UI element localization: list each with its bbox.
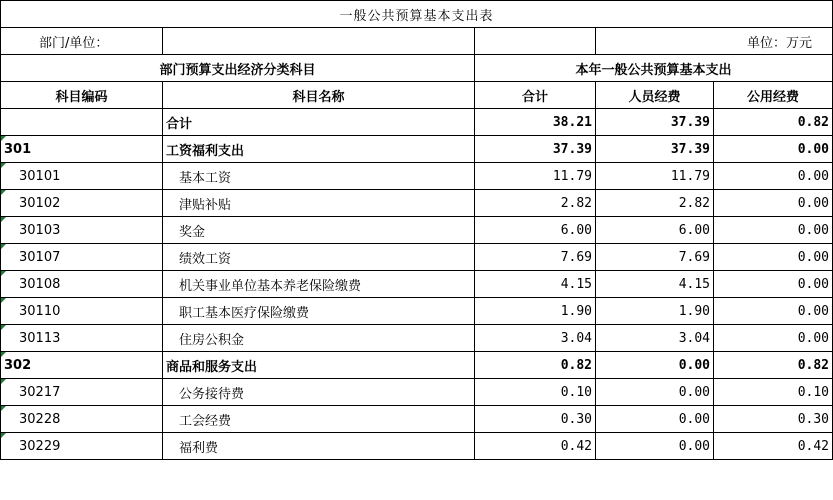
- cell-code[interactable]: 30101: [1, 163, 163, 190]
- cell-code[interactable]: 302: [1, 352, 163, 379]
- cell-total[interactable]: 2.82: [475, 190, 596, 217]
- section-header-left[interactable]: 部门预算支出经济分类科目: [1, 55, 475, 82]
- blank-cell[interactable]: [475, 28, 596, 55]
- cell-public[interactable]: 0.00: [714, 271, 833, 298]
- cell-public[interactable]: 0.00: [714, 217, 833, 244]
- cell-code[interactable]: 30102: [1, 190, 163, 217]
- cell-personnel[interactable]: 2.82: [596, 190, 714, 217]
- table-row: [1, 433, 833, 460]
- cell-personnel[interactable]: 6.00: [596, 217, 714, 244]
- col-header-public[interactable]: 公用经费: [714, 82, 833, 109]
- cell-total[interactable]: 1.90: [475, 298, 596, 325]
- cell-public[interactable]: 0.10: [714, 379, 833, 406]
- cell-personnel[interactable]: 4.15: [596, 271, 714, 298]
- cell-personnel[interactable]: 1.90: [596, 298, 714, 325]
- table-row: [1, 109, 833, 136]
- cell-public[interactable]: 0.30: [714, 406, 833, 433]
- table-row: [1, 217, 833, 244]
- cell-personnel[interactable]: 7.69: [596, 244, 714, 271]
- cell-public[interactable]: 0.00: [714, 325, 833, 352]
- cell-total[interactable]: 0.30: [475, 406, 596, 433]
- cell-personnel[interactable]: 0.00: [596, 379, 714, 406]
- cell-total[interactable]: 0.82: [475, 352, 596, 379]
- cell-code[interactable]: 301: [1, 136, 163, 163]
- cell-personnel[interactable]: 0.00: [596, 433, 714, 460]
- table-row: [1, 163, 833, 190]
- cell-name[interactable]: 职工基本医疗保险缴费: [163, 298, 475, 325]
- cell-total[interactable]: 38.21: [475, 109, 596, 136]
- cell-total[interactable]: 37.39: [475, 136, 596, 163]
- cell-public[interactable]: 0.00: [714, 244, 833, 271]
- dept-label[interactable]: 部门/单位：: [1, 28, 163, 55]
- meta-row: [1, 28, 833, 55]
- cell-code[interactable]: [1, 109, 163, 136]
- cell-name[interactable]: 工会经费: [163, 406, 475, 433]
- cell-name[interactable]: 奖金: [163, 217, 475, 244]
- table-row: [1, 298, 833, 325]
- cell-personnel[interactable]: 0.00: [596, 406, 714, 433]
- table-row: [1, 136, 833, 163]
- cell-name[interactable]: 绩效工资: [163, 244, 475, 271]
- cell-public[interactable]: 0.00: [714, 163, 833, 190]
- table-row: [1, 190, 833, 217]
- cell-code[interactable]: 30229: [1, 433, 163, 460]
- cell-total[interactable]: 0.42: [475, 433, 596, 460]
- cell-public[interactable]: 0.00: [714, 136, 833, 163]
- table-row: [1, 244, 833, 271]
- cell-total[interactable]: 3.04: [475, 325, 596, 352]
- cell-code[interactable]: 30108: [1, 271, 163, 298]
- cell-public[interactable]: 0.82: [714, 352, 833, 379]
- cell-public[interactable]: 0.00: [714, 190, 833, 217]
- cell-total[interactable]: 11.79: [475, 163, 596, 190]
- dept-value-cell[interactable]: [163, 28, 475, 55]
- cell-total[interactable]: 7.69: [475, 244, 596, 271]
- cell-personnel[interactable]: 0.00: [596, 352, 714, 379]
- cell-total[interactable]: 4.15: [475, 271, 596, 298]
- col-header-code[interactable]: 科目编码: [1, 82, 163, 109]
- cell-name[interactable]: 福利费: [163, 433, 475, 460]
- table-row: [1, 325, 833, 352]
- cell-name[interactable]: 机关事业单位基本养老保险缴费: [163, 271, 475, 298]
- cell-name[interactable]: 商品和服务支出: [163, 352, 475, 379]
- cell-total[interactable]: 6.00: [475, 217, 596, 244]
- cell-personnel[interactable]: 3.04: [596, 325, 714, 352]
- cell-name[interactable]: 公务接待费: [163, 379, 475, 406]
- cell-code[interactable]: 30217: [1, 379, 163, 406]
- cell-name[interactable]: 工资福利支出: [163, 136, 475, 163]
- title-row: [1, 1, 833, 28]
- cell-code[interactable]: 30228: [1, 406, 163, 433]
- cell-code[interactable]: 30107: [1, 244, 163, 271]
- col-header-total[interactable]: 合计: [475, 82, 596, 109]
- table-row: [1, 406, 833, 433]
- section-header-row: [1, 55, 833, 82]
- page-title[interactable]: 一般公共预算基本支出表: [1, 1, 833, 28]
- cell-code[interactable]: 30110: [1, 298, 163, 325]
- cell-total[interactable]: 0.10: [475, 379, 596, 406]
- cell-name[interactable]: 津贴补贴: [163, 190, 475, 217]
- cell-name[interactable]: 基本工资: [163, 163, 475, 190]
- table-row: [1, 379, 833, 406]
- cell-personnel[interactable]: 37.39: [596, 136, 714, 163]
- column-header-row: [1, 82, 833, 109]
- cell-code[interactable]: 30103: [1, 217, 163, 244]
- cell-name[interactable]: 住房公积金: [163, 325, 475, 352]
- cell-personnel[interactable]: 11.79: [596, 163, 714, 190]
- cell-personnel[interactable]: 37.39: [596, 109, 714, 136]
- unit-label[interactable]: 单位：万元: [596, 28, 833, 55]
- cell-name[interactable]: 合计: [163, 109, 475, 136]
- cell-public[interactable]: 0.42: [714, 433, 833, 460]
- table-row: [1, 352, 833, 379]
- col-header-personnel[interactable]: 人员经费: [596, 82, 714, 109]
- col-header-name[interactable]: 科目名称: [163, 82, 475, 109]
- cell-public[interactable]: 0.82: [714, 109, 833, 136]
- cell-public[interactable]: 0.00: [714, 298, 833, 325]
- section-header-right[interactable]: 本年一般公共预算基本支出: [475, 55, 833, 82]
- cell-code[interactable]: 30113: [1, 325, 163, 352]
- table-row: [1, 271, 833, 298]
